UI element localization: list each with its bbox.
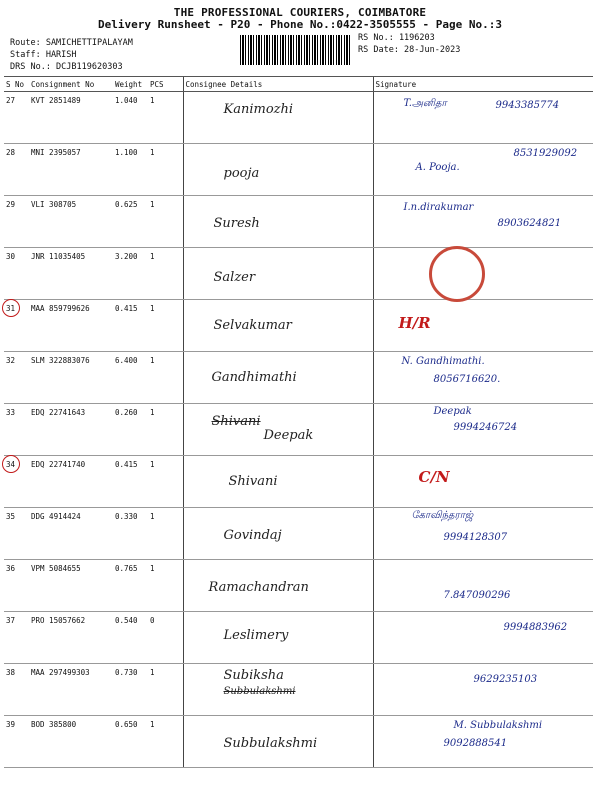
signature-cell: [373, 664, 593, 716]
consignee-name: Suresh: [213, 216, 260, 231]
consignee-name-struck: Subbulakshmi: [223, 686, 296, 697]
rs-number: RS No.: 1196203: [358, 33, 435, 43]
pcs-cell: 1: [148, 92, 183, 144]
consignment-cell: MAA 859799626: [29, 300, 113, 352]
table-row: [4, 196, 593, 248]
pcs-cell: 1: [148, 300, 183, 352]
consignee-name: Subbulakshmi: [223, 736, 318, 751]
signature-cell: [373, 456, 593, 508]
phone: 8531929092: [513, 148, 578, 159]
col-weight: Weight: [113, 77, 148, 92]
sno-cell: [4, 456, 29, 508]
pcs-cell: 1: [148, 508, 183, 560]
signature: I.n.dirakumar: [403, 202, 474, 213]
consignment-cell: JNR 11035405: [29, 248, 113, 300]
signature-cell: [373, 508, 593, 560]
col-consignee: Consignee Details: [183, 77, 373, 92]
consignment-cell: DDG 4914424: [29, 508, 113, 560]
sno-cell: 27: [4, 92, 29, 144]
signature-cell: [373, 352, 593, 404]
weight-cell: 6.400: [113, 352, 148, 404]
sno-cell: 32: [4, 352, 29, 404]
consignee-name: Kanimozhi: [223, 102, 294, 117]
drs-label: DRS No.: DCJB119620303: [10, 62, 123, 72]
phone: 7.847090296: [443, 590, 511, 601]
consignee-name-struck: Shivani: [211, 414, 261, 429]
phone: 8056716620.: [433, 374, 501, 385]
company-stamp: [429, 246, 485, 302]
consignment-cell: SLM 322883076: [29, 352, 113, 404]
consignment-cell: PRO 15057662: [29, 612, 113, 664]
consignment-cell: VLI 308705: [29, 196, 113, 248]
signature-cell: [373, 196, 593, 248]
sno-cell: 28: [4, 144, 29, 196]
consignee-name: Subiksha: [223, 668, 284, 683]
signature-cell: [373, 404, 593, 456]
consignee-name: pooja: [223, 166, 260, 181]
table-row: [4, 560, 593, 612]
phone: 9092888541: [443, 738, 508, 749]
consignee-cell: [183, 248, 373, 300]
consignee-cell: [183, 508, 373, 560]
sno-cell: 33: [4, 404, 29, 456]
signature: T.அனிதா: [403, 98, 447, 109]
pcs-cell: 1: [148, 456, 183, 508]
sno-cell: 36: [4, 560, 29, 612]
col-signature: Signature: [373, 77, 593, 92]
table-row: [4, 300, 593, 352]
signature: C/N: [418, 468, 450, 486]
consignee-cell: [183, 560, 373, 612]
consignee-name: Ramachandran: [208, 580, 309, 595]
sno-cell: 37: [4, 612, 29, 664]
signature: Deepak: [433, 406, 472, 417]
table-header-row: [4, 77, 593, 92]
signature-cell: [373, 248, 593, 300]
table-row: [4, 456, 593, 508]
weight-cell: 1.100: [113, 144, 148, 196]
weight-cell: 0.260: [113, 404, 148, 456]
weight-cell: 0.330: [113, 508, 148, 560]
table-row: [4, 716, 593, 768]
pcs-cell: 1: [148, 664, 183, 716]
pcs-cell: 1: [148, 404, 183, 456]
consignee-cell: [183, 92, 373, 144]
barcode: [240, 35, 350, 65]
consignee-name: Shivani: [228, 474, 278, 489]
consignee-cell: [183, 352, 373, 404]
col-pcs: PCS: [148, 77, 183, 92]
circle-mark: [2, 299, 20, 317]
staff-label: Staff: HARISH: [10, 50, 77, 60]
consignee-name: Salzer: [213, 270, 256, 285]
table-row: [4, 144, 593, 196]
consignment-cell: KVT 2851489: [29, 92, 113, 144]
weight-cell: 0.765: [113, 560, 148, 612]
signature: A. Pooja.: [415, 162, 460, 173]
signature-cell: [373, 144, 593, 196]
consignment-cell: MNI 2395057: [29, 144, 113, 196]
pcs-cell: 1: [148, 352, 183, 404]
weight-cell: 0.730: [113, 664, 148, 716]
table-row: [4, 404, 593, 456]
signature-cell: [373, 92, 593, 144]
consignee-cell: [183, 300, 373, 352]
signature: H/R: [398, 314, 431, 332]
table-row: [4, 92, 593, 144]
consignment-cell: BOD 385800: [29, 716, 113, 768]
signature: M. Subbulakshmi: [453, 720, 543, 731]
phone: 9994128307: [443, 532, 508, 543]
route-label: Route: SAMICHETTIPALAYAM: [10, 38, 133, 48]
consignee-name: Govindaj: [223, 528, 282, 543]
consignee-cell: [183, 144, 373, 196]
consignee-name: Gandhimathi: [211, 370, 297, 385]
weight-cell: 1.040: [113, 92, 148, 144]
weight-cell: 0.540: [113, 612, 148, 664]
consignment-cell: VPM 5084655: [29, 560, 113, 612]
weight-cell: 0.650: [113, 716, 148, 768]
consignee-cell: [183, 456, 373, 508]
weight-cell: 0.625: [113, 196, 148, 248]
runsheet-table: [4, 76, 593, 768]
signature: கோவிந்தராஜ்: [411, 510, 474, 521]
weight-cell: 0.415: [113, 456, 148, 508]
consignment-cell: MAA 297499303: [29, 664, 113, 716]
consignee-name: Selvakumar: [213, 318, 292, 333]
consignee-cell: [183, 716, 373, 768]
consignment-cell: EDQ 22741643: [29, 404, 113, 456]
signature: N. Gandhimathi.: [401, 356, 485, 367]
pcs-cell: 0: [148, 612, 183, 664]
circle-mark: [2, 455, 20, 473]
weight-cell: 3.200: [113, 248, 148, 300]
pcs-cell: 1: [148, 716, 183, 768]
consignee-cell: [183, 196, 373, 248]
sno-cell: [4, 300, 29, 352]
phone: 9994246724: [453, 422, 518, 433]
pcs-cell: 1: [148, 248, 183, 300]
signature-cell: [373, 300, 593, 352]
phone: 9994883962: [503, 622, 568, 633]
rs-date: RS Date: 28-Jun-2023: [358, 45, 461, 55]
col-consignment: Consignment No: [29, 77, 113, 92]
pcs-cell: 1: [148, 144, 183, 196]
consignee-cell: [183, 664, 373, 716]
table-row: [4, 612, 593, 664]
runsheet-title: Delivery Runsheet - P20 - Phone No.:0422-3505555 - Page No.:3: [98, 18, 502, 31]
table-row: [4, 352, 593, 404]
pcs-cell: 1: [148, 560, 183, 612]
consignee-cell: [183, 612, 373, 664]
phone: 9943385774: [495, 100, 560, 111]
pcs-cell: 1: [148, 196, 183, 248]
consignee-name: Deepak: [263, 428, 314, 443]
phone: 8903624821: [497, 218, 562, 229]
signature-cell: [373, 716, 593, 768]
consignee-cell: [183, 404, 373, 456]
consignment-cell: EDQ 22741740: [29, 456, 113, 508]
sno-text: 34: [6, 460, 16, 469]
table-row: [4, 248, 593, 300]
weight-cell: 0.415: [113, 300, 148, 352]
sno-cell: 38: [4, 664, 29, 716]
sno-text: 31: [6, 304, 16, 313]
signature-cell: [373, 612, 593, 664]
col-sno: S No: [4, 77, 29, 92]
sno-cell: 39: [4, 716, 29, 768]
table-row: [4, 508, 593, 560]
signature-cell: [373, 560, 593, 612]
sno-cell: 29: [4, 196, 29, 248]
sno-cell: 30: [4, 248, 29, 300]
table-row: [4, 664, 593, 716]
company-title: THE PROFESSIONAL COURIERS, COIMBATORE: [173, 6, 427, 19]
phone: 9629235103: [473, 674, 538, 685]
consignee-name: Leslimery: [223, 628, 289, 643]
sno-cell: 35: [4, 508, 29, 560]
